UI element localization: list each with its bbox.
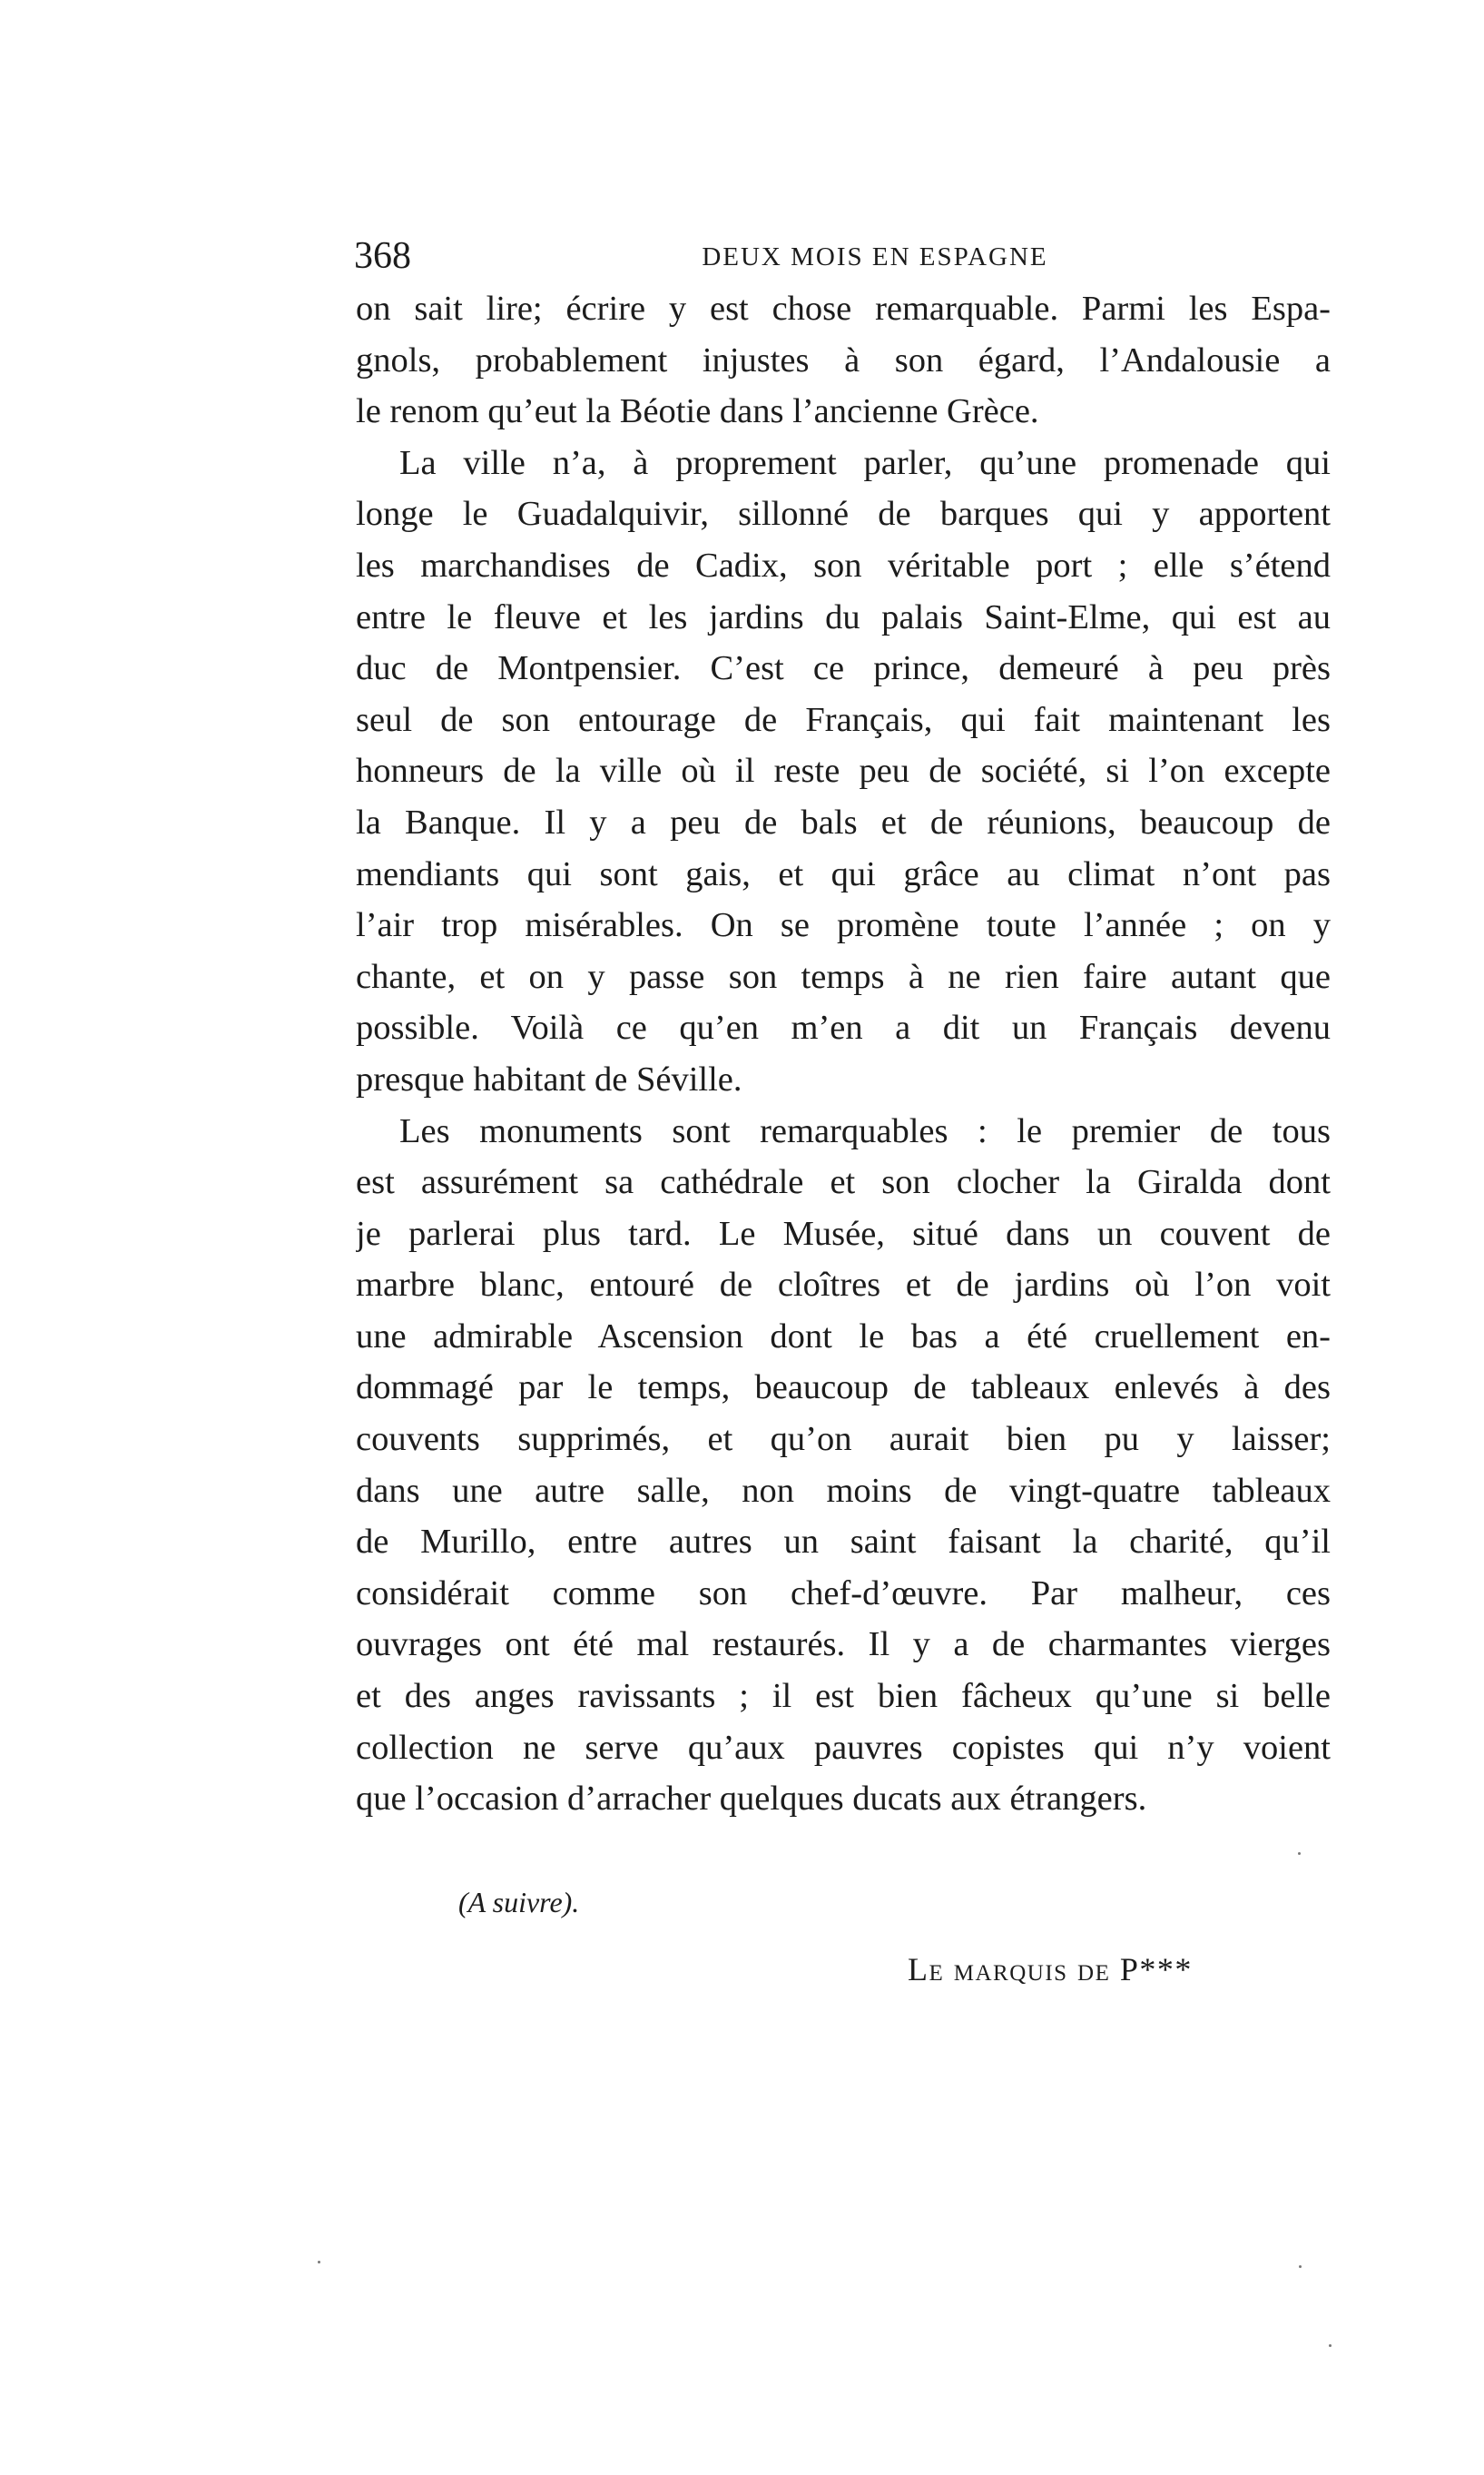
text-line: l’air trop misérables. On se promène toute l’année ; on y [356, 906, 1331, 945]
author-signature: Le marquis de P*** [908, 1951, 1193, 1987]
text-line: entre le fleuve et les jardins du palais Saint-Elme, qui est au [356, 597, 1331, 636]
text-line: la Banque. Il y a peu de bals et de réunions, beaucoup de [356, 803, 1331, 842]
text-line: je parlerai plus tard. Le Musée, situé dans un couvent de [356, 1214, 1331, 1253]
text-line: honneurs de la ville où il reste peu de société, si l’on excepte [356, 752, 1331, 791]
text-line: de Murillo, entre autres un saint faisant la charité, qu’il [356, 1523, 1331, 1562]
text-line: que l’occasion d’arracher quelques ducats aux étrangers. [356, 1780, 1147, 1819]
text-line: gnols, probablement injustes à son égard, l’Andalousie a [356, 340, 1331, 380]
text-line: chante, et on y passe son temps à ne rien faire autant que [356, 957, 1331, 996]
text-line: le renom qu’eut la Béotie dans l’ancienne Grèce. [356, 392, 1039, 431]
paper-speck [1299, 2265, 1302, 2268]
to-be-continued-note: (A suivre). [458, 1886, 580, 1918]
text-line: considérait comme son chef-d’œuvre. Par malheur, ces [356, 1573, 1331, 1612]
text-line: presque habitant de Séville. [356, 1060, 742, 1099]
page-number: 368 [354, 235, 411, 277]
text-line: marbre blanc, entouré de cloîtres et de jardins où l’on voit [356, 1266, 1331, 1305]
text-line: dans une autre salle, non moins de vingt-quatre tableaux [356, 1471, 1331, 1510]
text-line: collection ne serve qu’aux pauvres copistes qui n’y voient [356, 1728, 1331, 1767]
text-line: seul de son entourage de Français, qui fait maintenant les [356, 700, 1331, 739]
body-text [356, 283, 1331, 1825]
text-line: est assurément sa cathédrale et son clocher la Giralda dont [356, 1163, 1331, 1202]
text-line: longe le Guadalquivir, sillonné de barques qui y apportent [356, 495, 1331, 534]
text-line: couvents supprimés, et qu’on aurait bien pu y laisser; [356, 1420, 1331, 1459]
text-line: une admirable Ascension dont le bas a été cruellement en- [356, 1316, 1331, 1356]
text-line: dommagé par le temps, beaucoup de tableaux enlevés à des [356, 1368, 1331, 1407]
text-line: ouvrages ont été mal restaurés. Il y a de charmantes vierges [356, 1625, 1331, 1664]
paper-speck [318, 2261, 320, 2263]
text-line: duc de Montpensier. C’est ce prince, demeuré à peu près [356, 649, 1331, 688]
running-title: DEUX MOIS EN ESPAGNE [702, 242, 1048, 271]
paper-speck [1298, 1852, 1301, 1855]
running-head [354, 229, 1332, 283]
text-line: possible. Voilà ce qu’en m’en a dit un Français devenu [356, 1009, 1331, 1048]
text-line: mendiants qui sont gais, et qui grâce au climat n’ont pas [356, 854, 1331, 893]
paper-speck [1329, 2344, 1332, 2347]
text-line: La ville n’a, à proprement parler, qu’une promenade qui [399, 443, 1331, 482]
text-line: et des anges ravissants ; il est bien fâcheux qu’une si belle [356, 1677, 1331, 1716]
text-line: Les monuments sont remarquables : le premier de tous [399, 1111, 1331, 1150]
text-line: les marchandises de Cadix, son véritable port ; elle s’étend [356, 546, 1331, 585]
text-line: on sait lire; écrire y est chose remarquable. Parmi les Espa- [356, 290, 1331, 328]
